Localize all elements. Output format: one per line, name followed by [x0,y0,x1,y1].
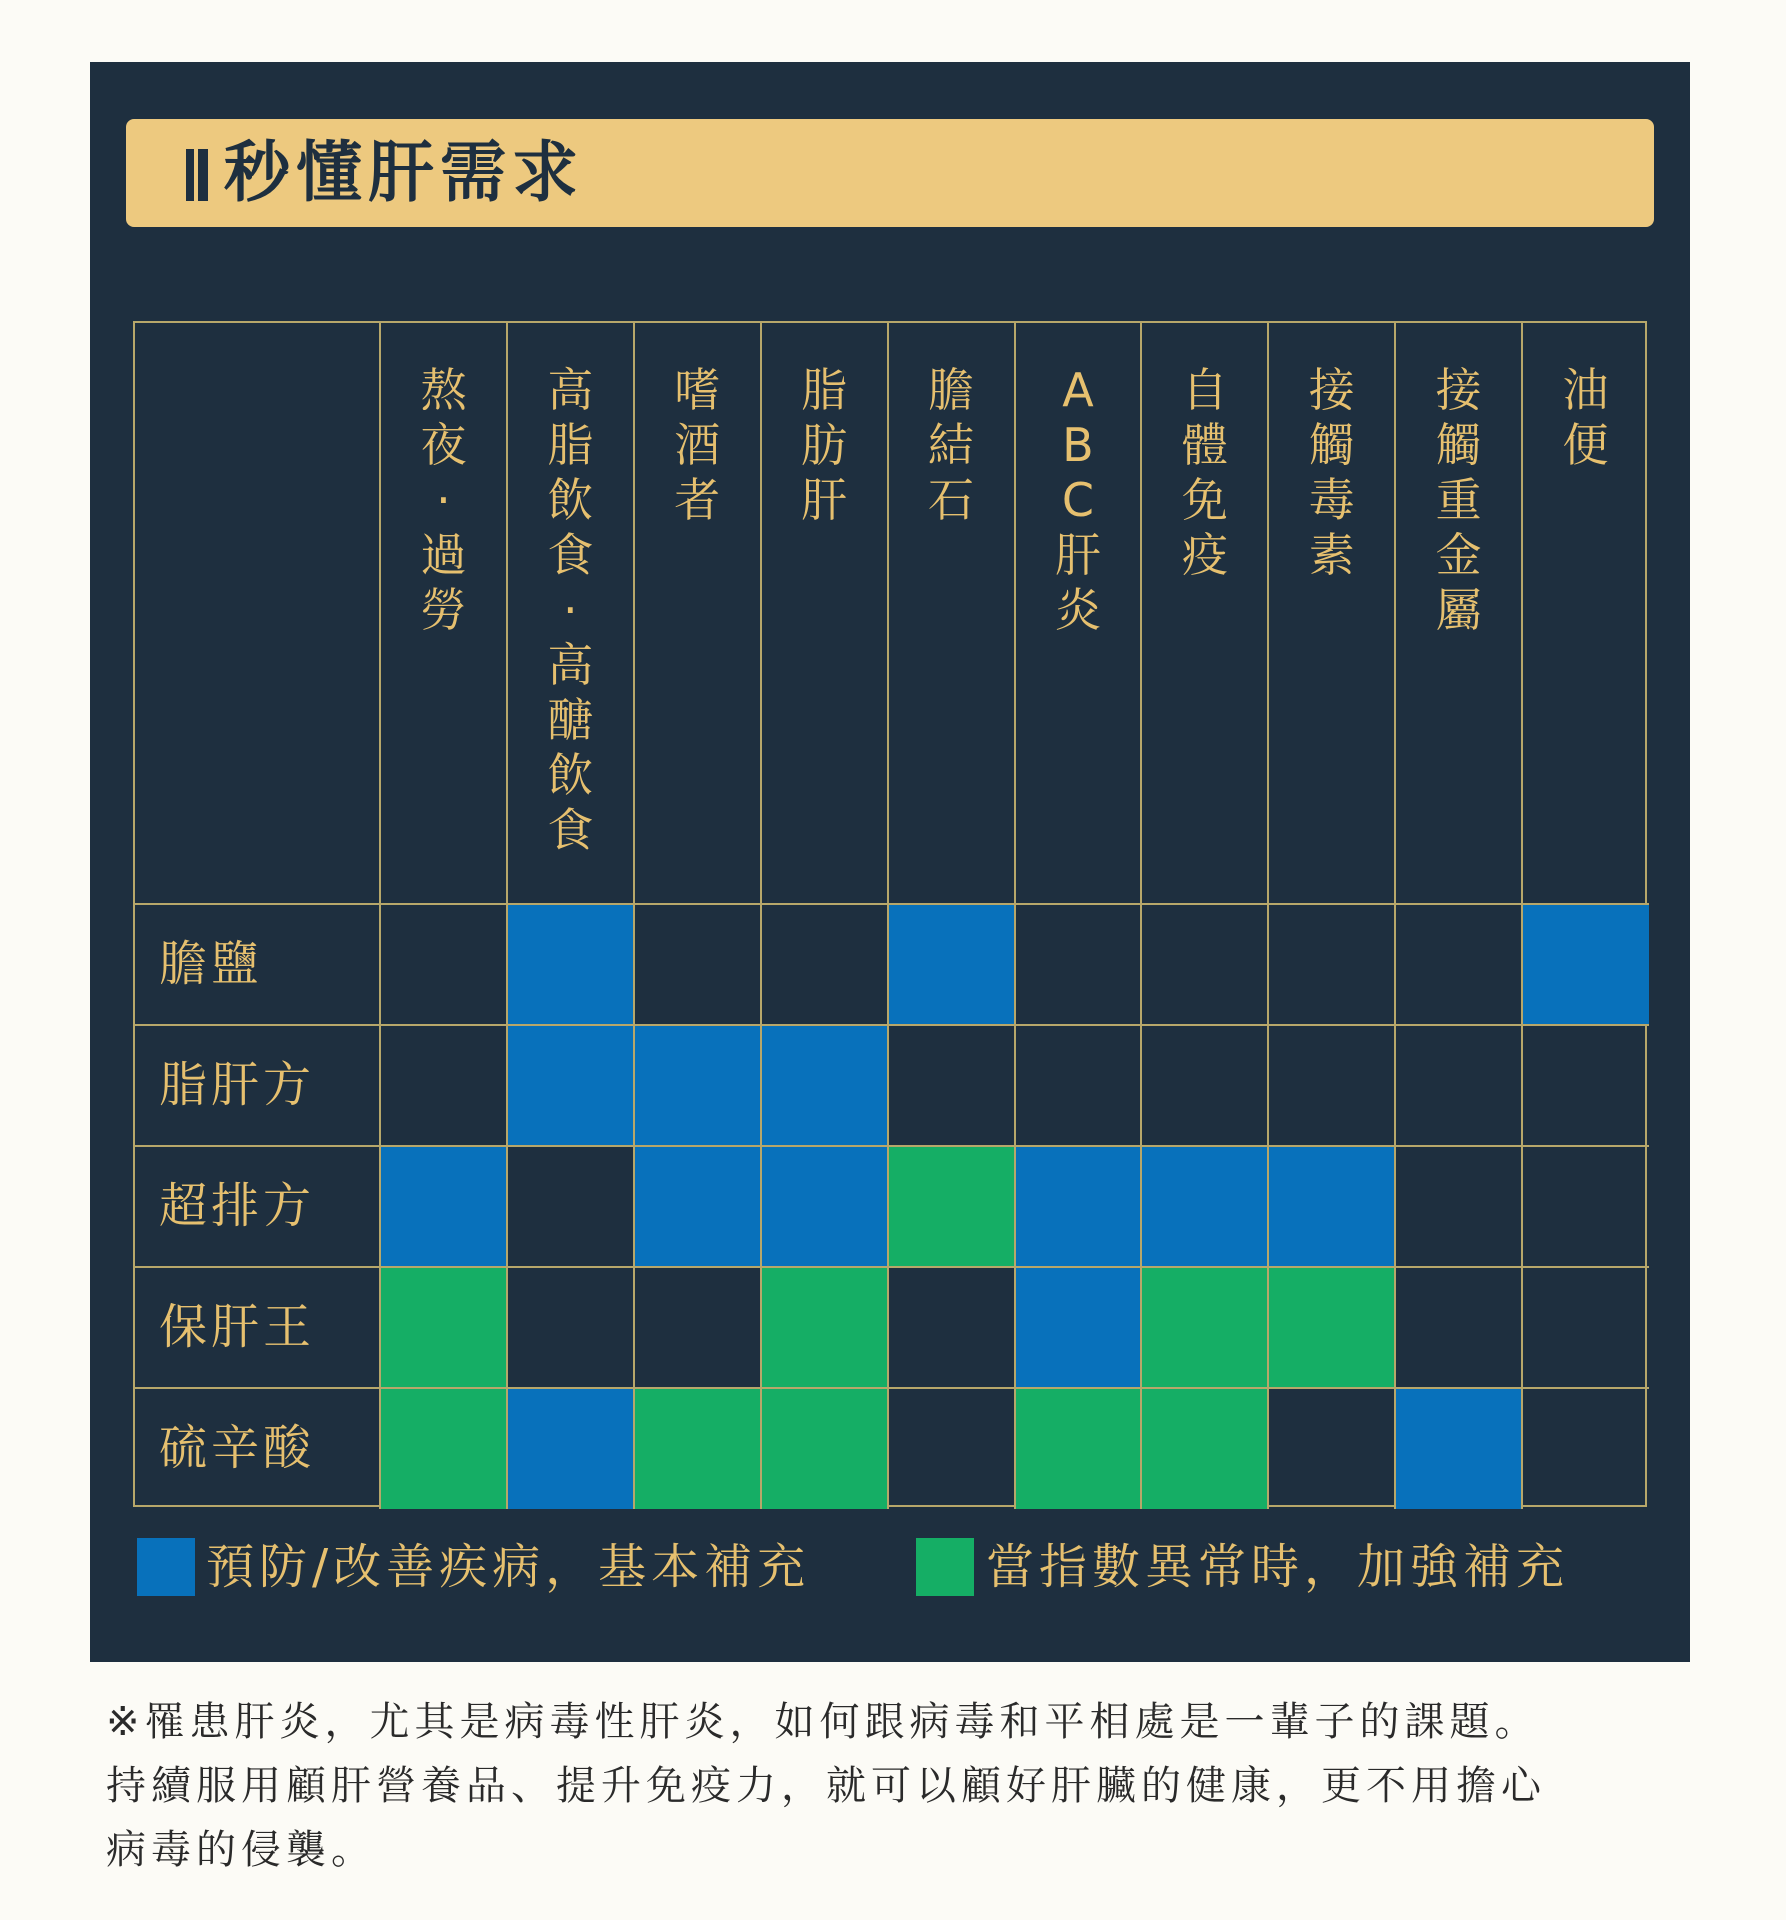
matrix-cell [888,1146,1015,1267]
row-header: 保肝王 [159,1299,316,1355]
matrix-cell [1141,1388,1268,1509]
needs-matrix-table [133,321,1647,1507]
matrix-cell [507,1267,634,1388]
matrix-cell [1268,1146,1395,1267]
matrix-cell [1522,1146,1649,1267]
row-header: 脂肝方 [159,1057,316,1113]
matrix-cell [761,1267,888,1388]
title-marker-icon-2 [198,149,208,201]
matrix-cell [1015,1267,1142,1388]
matrix-cell [761,1146,888,1267]
matrix-cell [1522,1025,1649,1146]
matrix-cell [1015,1146,1142,1267]
matrix-cell [888,904,1015,1025]
matrix-cell [1268,904,1395,1025]
column-header: 嗜 酒 者 [674,363,721,527]
column-header: 高 脂 飲 食 · 高 醣 飲 食 [547,363,594,857]
matrix-cell [888,1267,1015,1388]
matrix-cell [1268,1388,1395,1509]
matrix-cell [1141,904,1268,1025]
matrix-cell [380,1388,507,1509]
title-marker-icon [186,149,194,201]
matrix-cell [380,1025,507,1146]
matrix-cell [1395,1267,1522,1388]
column-header: A B C 肝 炎 [1054,363,1101,637]
matrix-cell [761,1388,888,1509]
matrix-cell [634,1025,761,1146]
matrix-cell [1141,1146,1268,1267]
grid-row-divider [135,1145,1649,1147]
matrix-cell [634,1267,761,1388]
grid-row-divider [135,1266,1649,1268]
grid-row-divider [135,1024,1649,1026]
column-header: 油 便 [1562,363,1609,472]
legend-label-blue: 預防/改善疾病，基本補充 [206,1539,811,1595]
footnote-line: 病毒的侵襲。 [106,1827,376,1873]
matrix-cell [507,1146,634,1267]
matrix-cell [634,1146,761,1267]
footnote-line: ※罹患肝炎，尤其是病毒性肝炎，如何跟病毒和平相處是一輩子的課題。 [106,1699,1540,1745]
row-header: 硫辛酸 [159,1420,316,1476]
matrix-cell [1395,904,1522,1025]
matrix-cell [1395,1146,1522,1267]
matrix-cell [507,1025,634,1146]
title-bar [126,119,1654,227]
column-header: 自 體 免 疫 [1181,363,1228,582]
page-title: 秒懂肝需求 [224,134,584,211]
matrix-cell [1522,1388,1649,1509]
column-header: 接 觸 毒 素 [1308,363,1355,582]
matrix-cell [888,1025,1015,1146]
matrix-cell [1015,904,1142,1025]
matrix-cell [507,1388,634,1509]
matrix-cell [380,1267,507,1388]
grid-row-divider [135,1387,1649,1389]
matrix-cell [1522,904,1649,1025]
column-header: 熬 夜 · 過 勞 [420,363,467,637]
grid-row-divider [135,903,1649,905]
matrix-cell [1015,1025,1142,1146]
matrix-cell [888,1388,1015,1509]
matrix-cell [1015,1388,1142,1509]
row-header: 膽鹽 [159,936,264,992]
column-header: 接 觸 重 金 屬 [1435,363,1482,637]
matrix-cell [1395,1025,1522,1146]
matrix-cell [1141,1267,1268,1388]
column-header: 膽 結 石 [928,363,975,527]
matrix-cell [634,1388,761,1509]
matrix-cell [1268,1267,1395,1388]
footnote-line: 持續服用顧肝營養品、提升免疫力，就可以顧好肝臟的健康，更不用擔心 [106,1763,1546,1809]
legend-swatch-green [916,1538,974,1596]
legend-swatch-blue [137,1538,195,1596]
matrix-cell [1395,1388,1522,1509]
matrix-cell [761,904,888,1025]
matrix-cell [380,904,507,1025]
legend-label-green: 當指數異常時，加強補充 [986,1539,1570,1595]
matrix-cell [507,904,634,1025]
column-header: 脂 肪 肝 [801,363,848,527]
row-header: 超排方 [159,1178,316,1234]
footnote [106,1690,1706,1882]
matrix-cell [380,1146,507,1267]
matrix-cell [1141,1025,1268,1146]
matrix-cell [761,1025,888,1146]
matrix-cell [1268,1025,1395,1146]
matrix-cell [634,904,761,1025]
matrix-cell [1522,1267,1649,1388]
